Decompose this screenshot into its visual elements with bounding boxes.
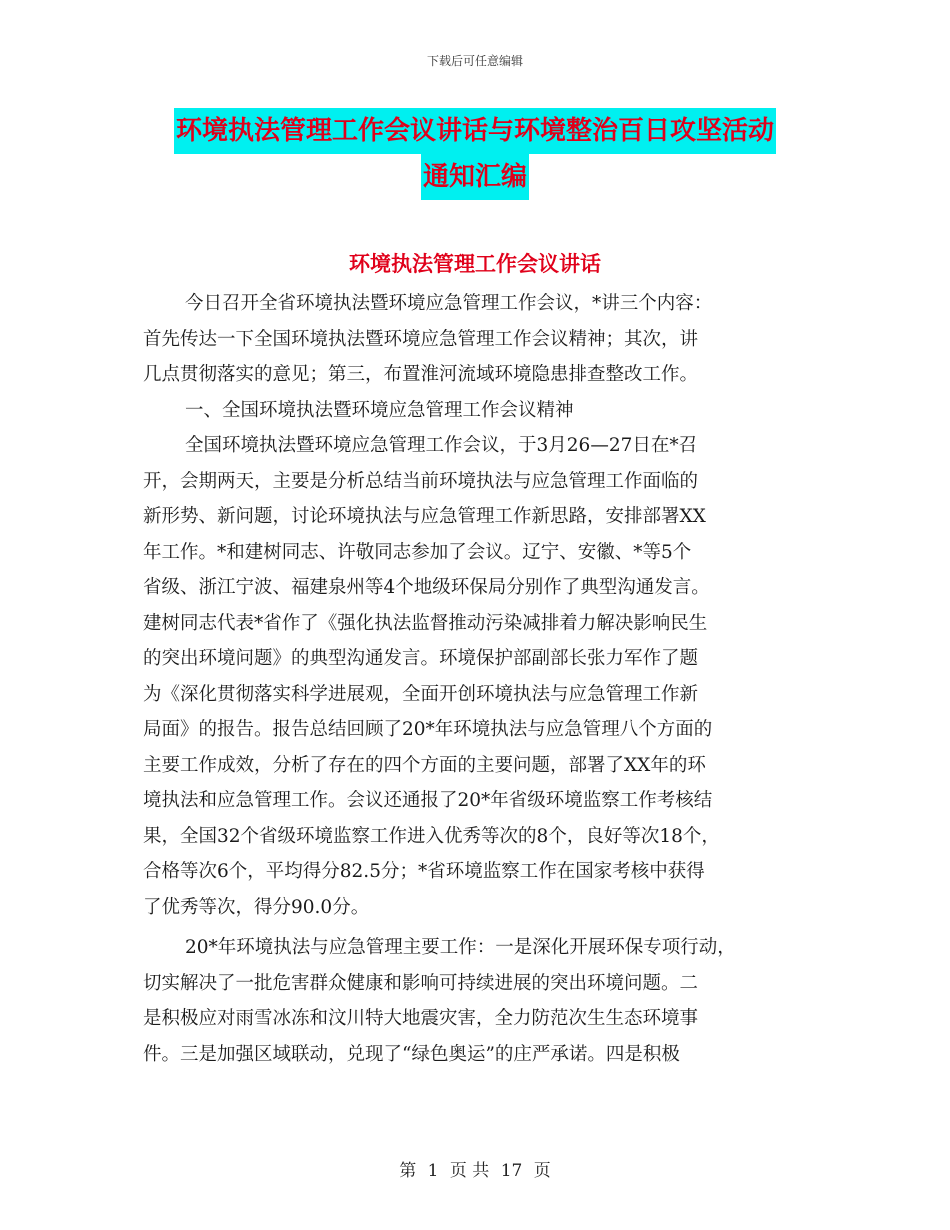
page-suffix: 页 — [533, 1161, 551, 1181]
text-line: 几点贯彻落实的意见；第三，布置淮河流域环境隐患排查整改工作。 — [143, 364, 699, 385]
page-footer — [0, 1156, 950, 1181]
text-line: 件。三是加强区域联动，兑现了“绿色奥运”的庄严承诺。四是积极 — [143, 1043, 680, 1065]
header-note: 下载后可任意编辑 — [426, 54, 523, 68]
section-title: 环境执法管理工作会议讲话 — [349, 252, 601, 276]
text-line: 20*年环境执法与应急管理主要工作：一是深化开展环保专项行动， — [185, 937, 736, 958]
text-line: 境执法和应急管理工作。会议还通报了20*年省级环境监察工作考核结 — [143, 790, 713, 811]
text-line: 切实解决了一批危害群众健康和影响可持续进展的突出环境问题。二 — [143, 972, 699, 994]
document-title-line-2: 通知汇编 — [421, 154, 529, 200]
text-line: 建树同志代表*省作了《强化执法监督推动污染减排着力解决影响民生 — [143, 612, 708, 634]
page-mid: 页 共 — [449, 1161, 490, 1181]
text-line: 为《深化贯彻落实科学进展观，全面开创环境执法与应急管理工作新 — [143, 683, 699, 705]
text-line: 果，全国32个省级环境监察工作进入优秀等次的8个，良好等次18个， — [143, 825, 720, 847]
page-total: 17 — [500, 1161, 523, 1181]
text-line: 局面》的报告。报告总结回顾了20*年环境执法与应急管理八个方面的 — [143, 719, 713, 740]
page-prefix: 第 — [399, 1161, 417, 1181]
paragraph-intro — [143, 286, 813, 393]
text-line: 年工作。*和建树同志、许敬同志参加了会议。辽宁、安徽、*等5个 — [143, 541, 692, 563]
text-line: 首先传达一下全国环境执法暨环境应急管理工作会议精神；其次，讲 — [143, 328, 699, 350]
paragraph-main-work — [143, 930, 813, 1072]
text-line: 今日召开全省环境执法暨环境应急管理工作会议，*讲三个内容： — [185, 293, 713, 314]
paragraph-heading-one — [143, 393, 813, 429]
document-title — [0, 108, 950, 200]
text-line: 一、全国环境执法暨环境应急管理工作会议精神 — [185, 399, 574, 421]
document-body — [143, 266, 813, 1072]
page-current: 1 — [427, 1161, 439, 1181]
document-title-line-1: 环境执法管理工作会议讲话与环境整治百日攻坚活动 — [174, 108, 776, 154]
text-line: 省级、浙江宁波、福建泉州等4个地级环保局分别作了典型沟通发言。 — [143, 577, 710, 598]
text-line: 是积极应对雨雪冰冻和汶川特大地震灾害，全力防范次生生态环境事 — [143, 1008, 699, 1029]
text-line: 合格等次6个，平均得分82.5分；*省环境监察工作在国家考核中获得 — [143, 861, 705, 882]
text-line: 主要工作成效，分析了存在的四个方面的主要问题，部署了XX年的环 — [143, 754, 706, 776]
text-line: 了优秀等次，得分90.0分。 — [143, 896, 370, 918]
text-line: 开，会期两天，主要是分析总结当前环境执法与应急管理工作面临的 — [143, 470, 699, 492]
text-line: 全国环境执法暨环境应急管理工作会议，于3月26—27日在*召 — [185, 435, 698, 456]
text-line: 的突出环境问题》的典型沟通发言。环境保护部副部长张力军作了题 — [143, 648, 699, 669]
paragraph-meeting — [143, 428, 813, 925]
text-line: 新形势、新问题，讨论环境执法与应急管理工作新思路，安排部署XX — [143, 506, 706, 527]
